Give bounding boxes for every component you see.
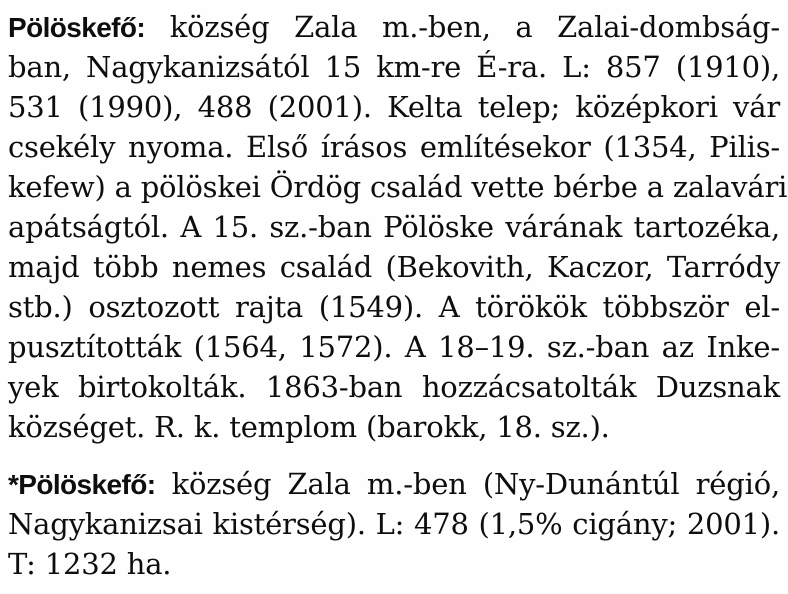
entry-line: pusztították (1564, 1572). A 18–19. sz.-ban az Inke- <box>8 330 780 364</box>
entry-line-text: község Zala m.-ben, a Zalai-dombság- <box>145 10 780 44</box>
entry-line: csekély nyoma. Első írásos említésekor (1354, Pilis- <box>8 130 780 164</box>
entry-line: ban, Nagykanizsától 15 km-re É-ra. L: 857 (1910), <box>8 50 780 84</box>
entry-line-text: község Zala m.-ben (Ny-Dunántúl régió, <box>155 467 780 501</box>
entry-headword: Pölöskefő: <box>8 12 146 43</box>
entry-line: községet. R. k. templom (barokk, 18. sz.). <box>8 410 610 444</box>
dictionary-entry-poloskefo-variant <box>8 464 780 584</box>
entry-line <box>8 7 780 47</box>
entry-line: 531 (1990), 488 (2001). Kelta telep; középkori vár <box>8 90 780 124</box>
entry-line: majd több nemes család (Bekovith, Kaczor, Tarródy <box>8 250 780 284</box>
entry-line: apátságtól. A 15. sz.-ban Pölöske várának tartozéka, <box>8 210 780 244</box>
entry-line: stb.) osztozott rajta (1549). A törökök többször el- <box>8 290 780 324</box>
entry-line: Nagykanizsai kistérség). L: 478 (1,5% cigány; 2001). <box>8 507 780 541</box>
dictionary-entry-poloskefo <box>8 7 788 447</box>
entry-line: kefew) a pölöskei Ördög család vette bérbe a zalavári <box>8 170 788 204</box>
entry-line: T: 1232 ha. <box>8 547 172 581</box>
entry-line <box>8 464 780 504</box>
entry-line: yek birtokolták. 1863-ban hozzácsatolták Duzsnak <box>8 370 780 404</box>
entry-headword: *Pölöskefő: <box>8 469 156 500</box>
